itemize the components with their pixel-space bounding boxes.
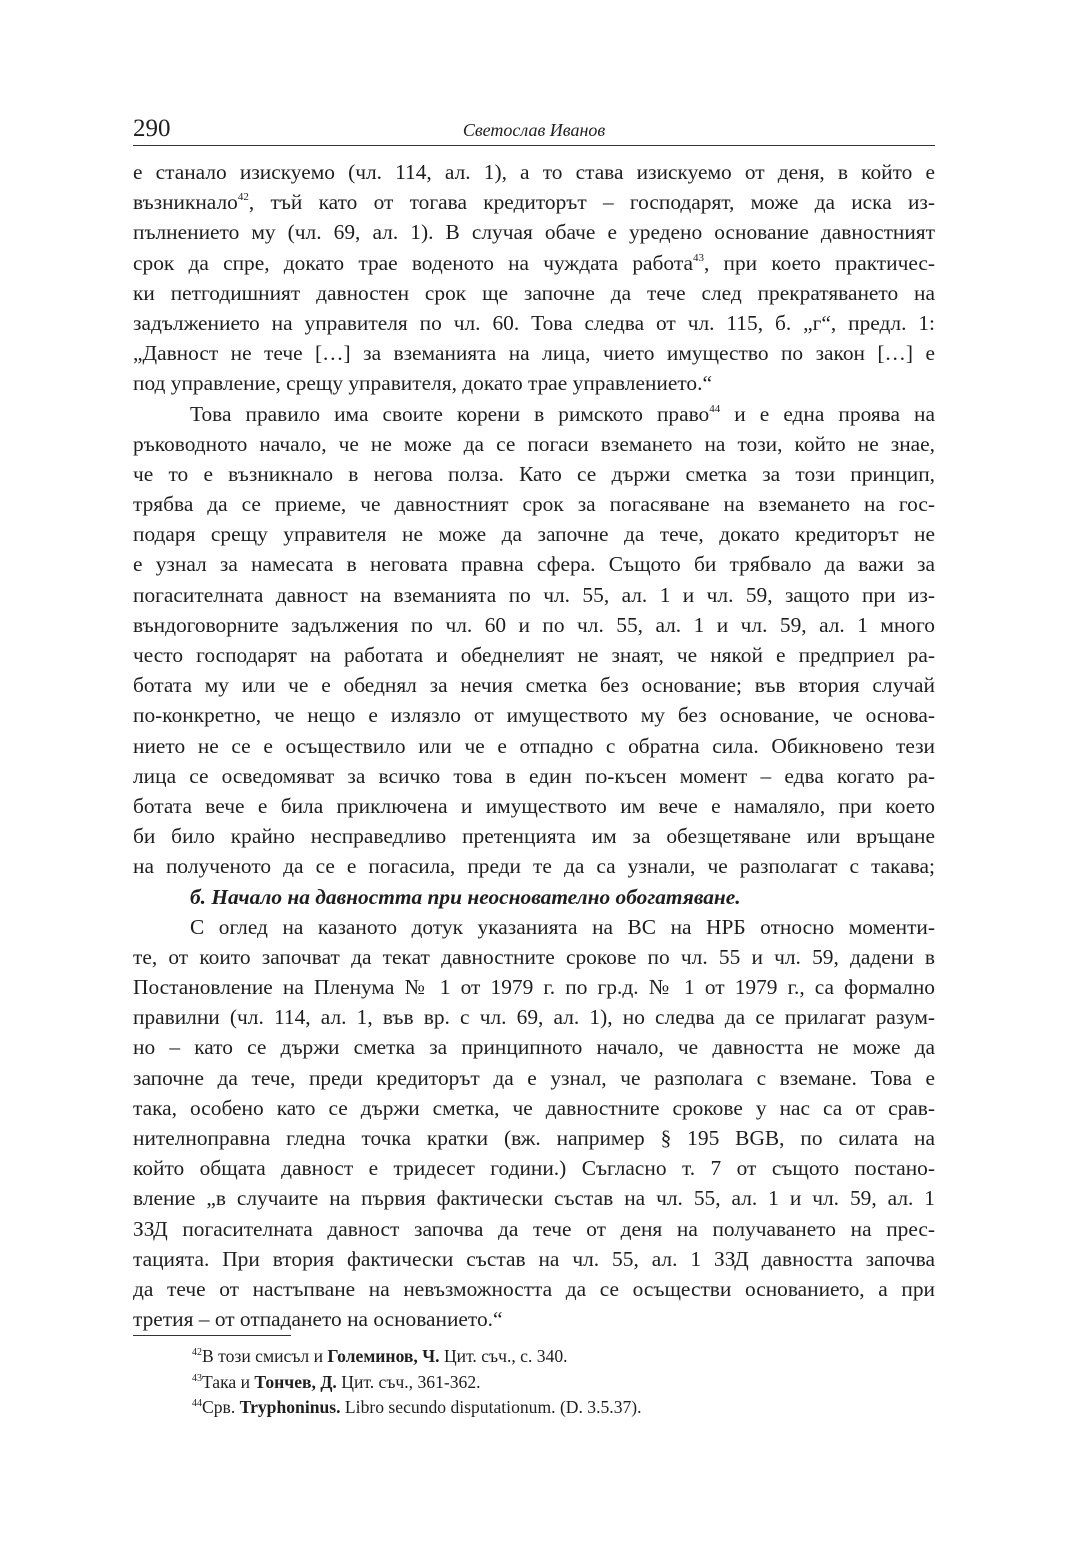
text-line: нителноправна гледна точка кратки (вж. например § 195 BGB, по силата на	[133, 1126, 935, 1150]
footnote-ref: 42	[237, 191, 249, 204]
text-line: под управление, срещу управителя, докато трае управлението.“	[133, 371, 712, 396]
text-line: трябва да се приеме, че давностният срок за погасяване на вземането на гос-	[133, 492, 935, 517]
text-line: но – като се държи сметка за принципното начало, че давността не може да	[133, 1035, 935, 1060]
text-line: е узнал за намесата в неговата правна сфера. Същото би трябвало да важи за	[133, 552, 935, 577]
text-line: пълнението му (чл. 69, ал. 1). В случая обаче е уредено основание давностният	[133, 220, 935, 245]
footnotes	[192, 1344, 892, 1421]
cited-author: Tryphoninus.	[239, 1397, 341, 1417]
text-line: те, от които започват да текат давностните срокове по чл. 55 и чл. 59, дадени в	[133, 944, 935, 969]
text-line: по-конкретно, че нещо е излязло от имуществото му без основание, че основа-	[133, 703, 935, 728]
text-line: ръководното начало, че не може да се погаси вземането на този, който не знае,	[133, 431, 935, 456]
footnote-ref: 43	[692, 251, 704, 264]
text-line: би било крайно несправедливо претенцията им за обезщетяване или връщане	[133, 824, 935, 849]
text-line: често господарят на работата и обеднелият не знаят, че някой е предприел ра-	[133, 643, 935, 667]
footnote: $^{44}$Срв. Tryphoninus. Libro secundo disputationum. (D. 3.5.37).	[192, 1397, 642, 1417]
text-line: Това правило има своите корени в римското право$^{44}$ и е една проява на	[190, 401, 935, 426]
running-header	[133, 113, 935, 146]
text-line: С оглед на казаното дотук указанията на ВС на НРБ относно моменти-	[190, 914, 935, 939]
text-line: погасителната давност на вземанията по чл. 55, ал. 1 и чл. 59, защото при из-	[133, 582, 935, 607]
text-line: тацията. При втория фактически състав на чл. 55, ал. 1 ЗЗД давността започва	[133, 1246, 935, 1271]
text-line: така, особено като се държи сметка, че давностните срокове у нас са от срав-	[133, 1095, 935, 1120]
text-line: възникнало$^{42}$, тъй като от тогава кредиторът – господарят, може да иска из-	[133, 190, 935, 215]
text-line: правилни (чл. 114, ал. 1, във вр. с чл. 69, ал. 1), но следва да се прилагат разум-	[133, 1005, 935, 1030]
text-line: започне да тече, преди кредиторът да е узнал, че разполага с вземане. Това е	[133, 1065, 935, 1090]
text-line: че то е възникнало в негова полза. Като се държи сметка за този принцип,	[133, 461, 935, 486]
section-heading: б. Начало на давността при неоснователно обогатяване.	[190, 884, 741, 909]
text-line: задължението на управителя по чл. 60. Това следва от чл. 115, б. „г“, предл. 1:	[133, 310, 935, 335]
text-line: е станало изискуемо (чл. 114, ал. 1), а то става изискуемо от деня, в който е	[133, 160, 935, 184]
text-line: въндоговорните задължения по чл. 60 и по чл. 55, ал. 1 и чл. 59, ал. 1 много	[133, 612, 935, 637]
footnote-separator	[133, 1335, 291, 1336]
footnote-number: 42	[192, 1347, 202, 1358]
text-line: лица се осведомяват за всичко това в един по-късен момент – едва когато ра-	[133, 763, 935, 788]
text-line: да тече от настъпване на невъзможността да се осъществи основанието, а при	[133, 1276, 935, 1301]
running-head-author: Светослав Иванов	[462, 120, 606, 140]
text-line: ботата вече е била приключена и имуществото им вече е намаляло, при което	[133, 793, 935, 818]
text-line: „Давност не тече […] за вземанията на лица, чието имущество по закон […] е	[133, 341, 935, 366]
footnote-number: 44	[192, 1398, 202, 1409]
page-number: 290	[133, 115, 171, 142]
footnote-number: 43	[192, 1372, 202, 1384]
text-line: срок да спре, докато трае воденото на чуждата работа$^{43}$, при което практичес-	[133, 250, 935, 275]
text-line: ки петгодишният давностен срок ще започне да тече след прекратяването на	[133, 280, 935, 305]
text-line: нието не се е осъществило или че е отпадно с обратна сила. Обикновено тези	[133, 733, 935, 758]
text-line: третия – от отпадането на основанието.“	[133, 1307, 503, 1332]
footnote: $^{43}$Така и Тончев, Д. Цит. съч., 361-362.	[192, 1371, 481, 1392]
cited-author: Големинов, Ч.	[327, 1346, 440, 1366]
footnote: $^{42}$В този смисъл и Големинов, Ч. Цит. съч., с. 340.	[192, 1346, 568, 1366]
text-line: ЗЗД погасителната давност започва да тече от деня на получаването на прес-	[133, 1216, 935, 1241]
text-line: ботата му или че е обеднял за нечия сметка без основание; във втория случай	[133, 673, 935, 698]
text-line: подаря срещу управителя не може да започне да тече, докато кредиторът не	[133, 522, 935, 547]
footnote-ref: 44	[709, 402, 721, 415]
text-line: вление „в случаите на първия фактически състав на чл. 55, ал. 1 и чл. 59, ал. 1	[133, 1186, 935, 1211]
main-text	[133, 157, 935, 1334]
text-line: Постановление на Пленума № 1 от 1979 г. по гр.д. № 1 от 1979 г., са формално	[133, 975, 935, 1000]
cited-author: Тончев, Д.	[254, 1371, 337, 1392]
text-line: който общата давност е тридесет години.) Съгласно т. 7 от същото постано-	[133, 1156, 935, 1181]
text-line: на полученото да се е погасила, преди те да са узнали, че разполагат с такава;	[133, 854, 935, 879]
